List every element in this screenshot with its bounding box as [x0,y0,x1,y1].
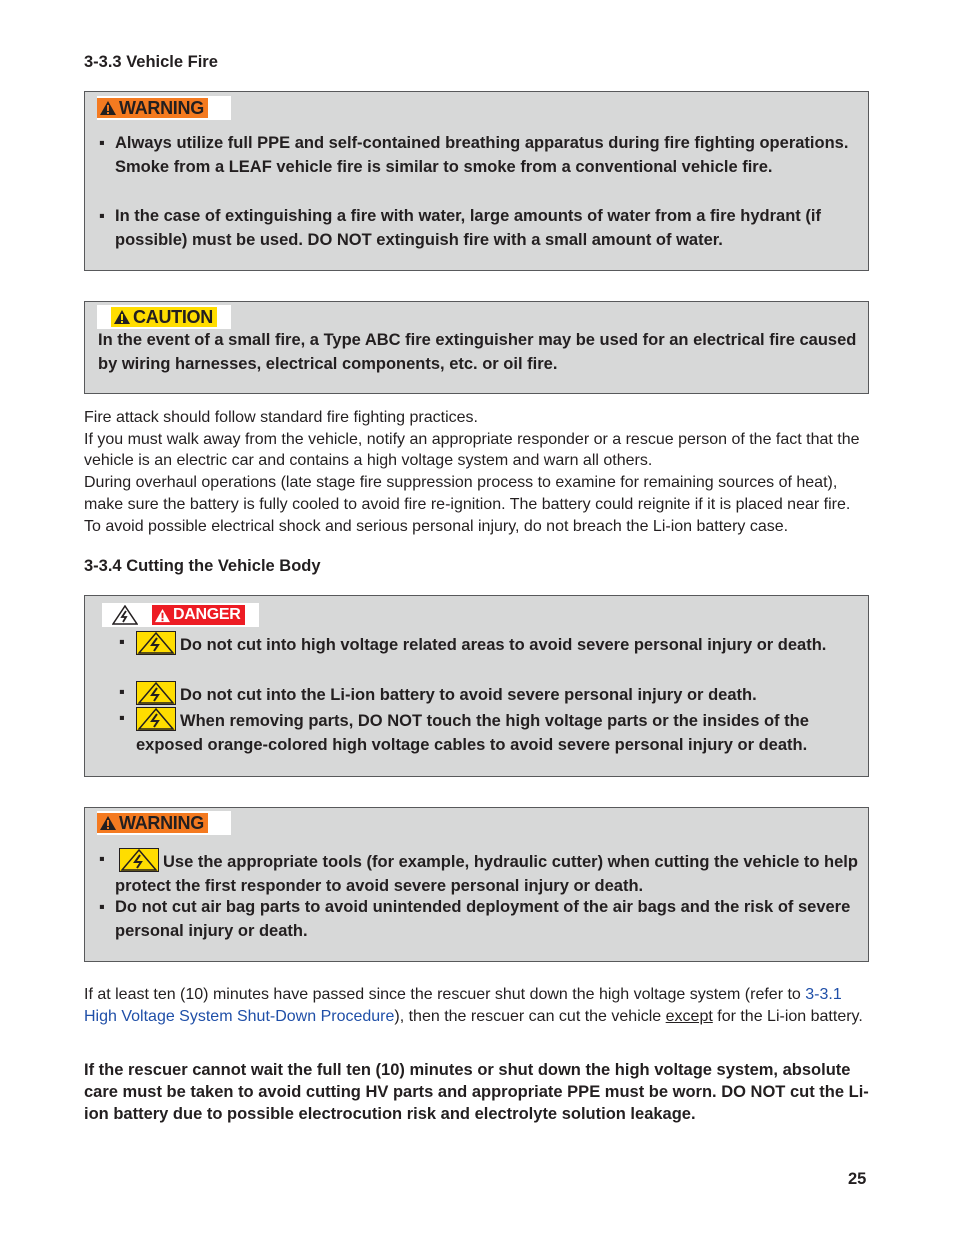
caution-label: CAUTION [133,306,213,327]
emphasis-text: except [665,1007,713,1025]
bullet: ▪ [99,207,105,225]
bullet: ▪ [119,709,125,727]
section-heading-vehicle-fire: 3-3.3 Vehicle Fire [84,53,218,71]
warning-triangle-icon [99,100,117,116]
danger-item-text: Do not cut into the Li-ion battery to avoid severe personal injury or death. [180,686,757,704]
high-voltage-icon [119,848,159,872]
warning-triangle-icon [154,608,171,623]
section-heading-cutting: 3-3.4 Cutting the Vehicle Body [84,557,321,575]
high-voltage-icon [136,631,176,655]
paragraph-text: If at least ten (10) minutes have passed since the rescuer shut down the high voltage system (refer to [84,986,806,1003]
cutting-paragraph [84,984,874,1027]
warning-item-text: Always utilize full PPE and self-contained breathing apparatus during fire fighting operations. Smoke from a LEAF vehicle fire is similar to smoke from a conventional vehicle fire. [115,134,849,176]
paragraph: During overhaul operations (late stage fire suppression process to examine for remaining sources of heat), make sure the battery is fully cooled to avoid fire re-ignition. The battery could reignite if it is placed near fire. [84,474,851,513]
warning-badge [97,813,208,833]
warning-box-cutting [84,807,869,962]
paragraph-text: ), then the rescuer can cut the vehicle [394,1007,666,1025]
danger-item [119,681,861,708]
danger-item [119,631,861,658]
warning-label-strip [97,811,231,835]
high-voltage-icon [136,707,176,731]
fire-paragraphs [84,407,874,537]
danger-item [119,707,861,757]
warning-item-text: Do not cut air bag parts to avoid unintended deployment of the air bags and the risk of severe personal injury or death. [115,898,851,940]
danger-item-text: When removing parts, DO NOT touch the high voltage parts or the insides of the exposed orange-colored high voltage cables to avoid severe personal injury or death. [136,712,809,754]
page-number: 25 [848,1170,867,1188]
bullet: ▪ [119,683,125,701]
high-voltage-icon [112,605,138,625]
bullet: ▪ [99,134,105,152]
paragraph: If you must walk away from the vehicle, notify an appropriate responder or a rescue person of the fact that the vehicle is an electric car and contains a high voltage system and warn all others. [84,430,860,470]
warning-item [99,132,860,179]
warning-item-text: In the case of extinguishing a fire with water, large amounts of water from a fire hydrant (if possible) must be used. DO NOT extinguish fire with a small amount of water. [115,207,821,249]
warning-box-fire [84,91,869,271]
danger-label-strip [102,603,259,627]
caution-text: In the event of a small fire, a Type ABC fire extinguisher may be used for an electrical fire caused by wiring harnesses, electrical components, etc. or oil fire. [98,331,857,373]
shut-down-procedure-link[interactable]: 3-3.1 High Voltage System Shut-Down Procedure [84,986,842,1025]
danger-badge [152,605,245,625]
paragraph-text: for the Li-ion battery. [712,1007,863,1025]
paragraph: To avoid possible electrical shock and serious personal injury, do not breach the Li-ion battery case. [84,517,789,535]
warning-label: WARNING [119,812,204,833]
warning-item [99,205,860,252]
cutting-bold-paragraph: If the rescuer cannot wait the full ten (10) minutes or shut down the high voltage system, absolute care must be taken to avoid cutting HV parts and appropriate PPE must be worn. DO NOT cut the Li-ion battery due to possible electrocution risk and electrolyte solution leakage. [84,1061,869,1123]
warning-badge [97,98,208,118]
warning-label: WARNING [119,97,204,118]
warning-label-strip [97,96,231,120]
high-voltage-icon [136,681,176,705]
caution-badge [111,307,217,327]
danger-box-cutting [84,595,869,777]
warning-item [99,848,863,898]
warning-triangle-icon [99,815,117,831]
danger-item-text: Do not cut into high voltage related areas to avoid severe personal injury or death. [180,636,827,654]
caution-label-strip [97,305,231,329]
paragraph: Fire attack should follow standard fire fighting practices. [84,409,478,426]
bullet: ▪ [99,898,105,916]
caution-box-fire [84,301,869,394]
warning-item [99,896,860,943]
warning-triangle-icon [113,309,131,325]
danger-label: DANGER [173,606,241,623]
warning-item-text: Use the appropriate tools (for example, hydraulic cutter) when cutting the vehicle to help protect the first responder to avoid severe personal injury or death. [115,853,858,895]
bullet: ▪ [99,850,105,868]
bullet: ▪ [119,633,125,651]
